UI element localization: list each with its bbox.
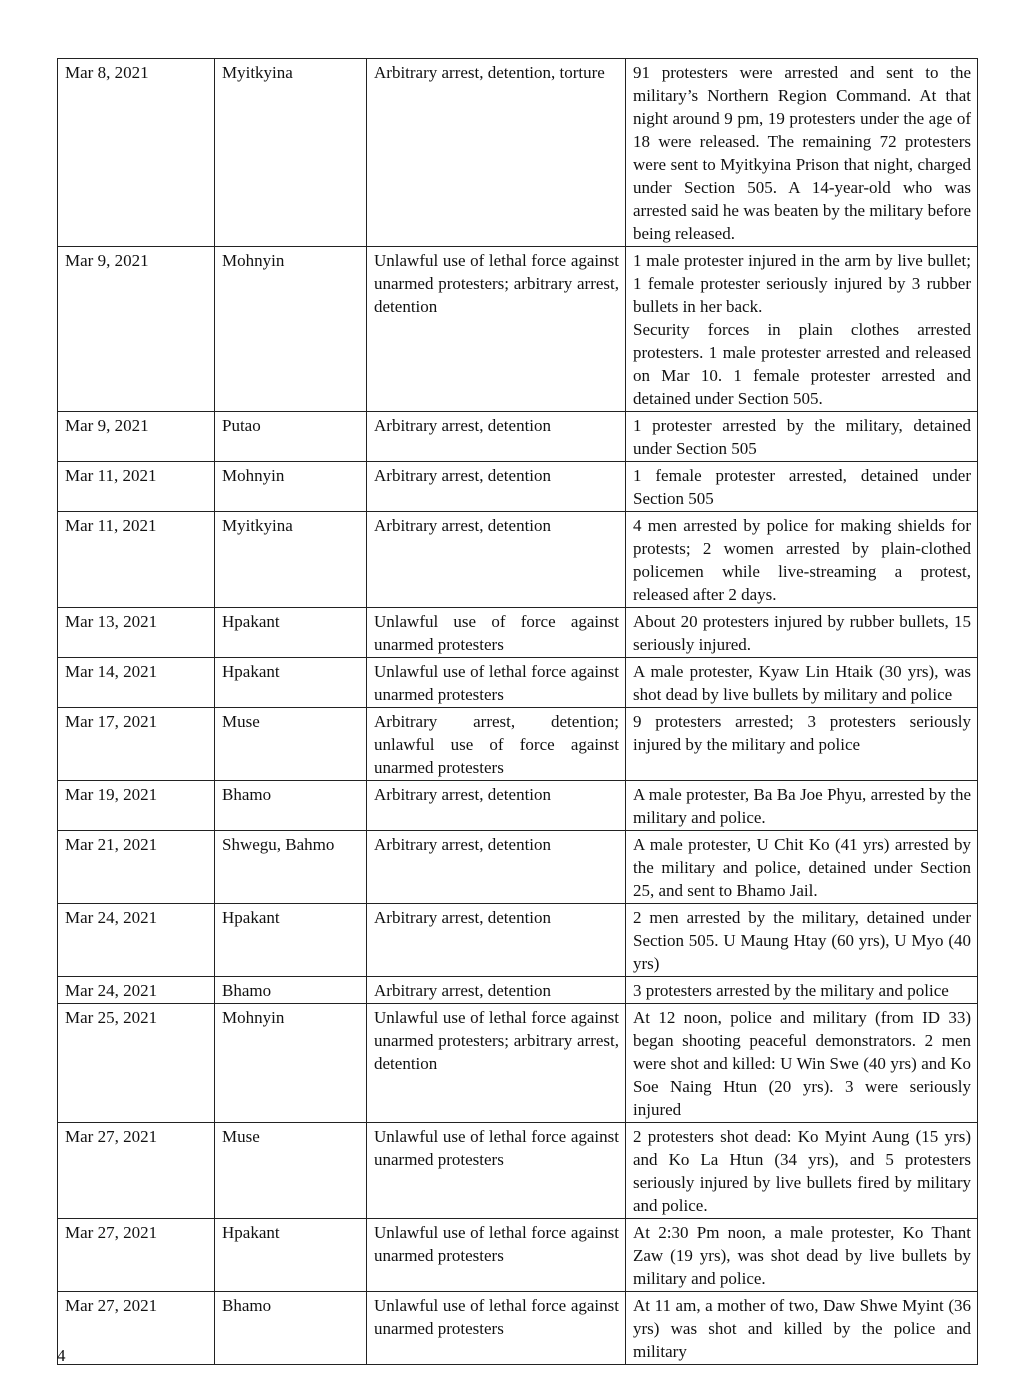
violation-cell: Unlawful use of lethal force against unarmed protesters xyxy=(367,658,626,708)
violation-cell: Arbitrary arrest, detention xyxy=(367,512,626,608)
description-cell: 3 protesters arrested by the military and police xyxy=(626,977,978,1004)
description-cell: 2 protesters shot dead: Ko Myint Aung (15 yrs) and Ko La Htun (34 yrs), and 5 protesters seriously injured by live bullets fired by military and police. xyxy=(626,1123,978,1219)
table-row xyxy=(58,1004,978,1123)
date-cell: Mar 11, 2021 xyxy=(58,462,215,512)
table-row xyxy=(58,462,978,512)
description-cell: 91 protesters were arrested and sent to the military’s Northern Region Command. At that night around 9 pm, 19 protesters under the age of 18 were released. The remaining 72 protesters were sent to Myitkyina Prison that night, charged under Section 505. A 14-year-old who was arrested said he was beaten by the military before being released. xyxy=(626,59,978,247)
date-cell: Mar 27, 2021 xyxy=(58,1292,215,1365)
table-row xyxy=(58,708,978,781)
violation-cell: Unlawful use of force against unarmed protesters xyxy=(367,608,626,658)
violation-cell: Arbitrary arrest, detention xyxy=(367,831,626,904)
description-cell: At 12 noon, police and military (from ID 33) began shooting peaceful demonstrators. 2 men were shot and killed: U Win Swe (40 yrs) and Ko Soe Naing Htun (20 yrs). 3 were seriously injured xyxy=(626,1004,978,1123)
violation-cell: Unlawful use of lethal force against unarmed protesters xyxy=(367,1219,626,1292)
location-cell: Putao xyxy=(215,412,367,462)
violation-cell: Arbitrary arrest, detention xyxy=(367,977,626,1004)
table-row xyxy=(58,608,978,658)
table-row xyxy=(58,59,978,247)
location-cell: Mohnyin xyxy=(215,247,367,412)
description-cell: 2 men arrested by the military, detained under Section 505. U Maung Htay (60 yrs), U Myo (40 yrs) xyxy=(626,904,978,977)
location-cell: Mohnyin xyxy=(215,462,367,512)
date-cell: Mar 19, 2021 xyxy=(58,781,215,831)
date-cell: Mar 25, 2021 xyxy=(58,1004,215,1123)
table-row xyxy=(58,247,978,412)
date-cell: Mar 14, 2021 xyxy=(58,658,215,708)
description-cell: At 2:30 Pm noon, a male protester, Ko Thant Zaw (19 yrs), was shot dead by live bullets by military and police. xyxy=(626,1219,978,1292)
location-cell: Muse xyxy=(215,708,367,781)
table-row xyxy=(58,1123,978,1219)
table-row xyxy=(58,904,978,977)
violation-cell: Arbitrary arrest, detention xyxy=(367,462,626,512)
location-cell: Myitkyina xyxy=(215,512,367,608)
violation-cell: Unlawful use of lethal force against unarmed protesters xyxy=(367,1292,626,1365)
date-cell: Mar 27, 2021 xyxy=(58,1123,215,1219)
violation-cell: Arbitrary arrest, detention xyxy=(367,904,626,977)
description-cell: 4 men arrested by police for making shields for protests; 2 women arrested by plain-clothed policemen while live-streaming a protest, released after 2 days. xyxy=(626,512,978,608)
table-row xyxy=(58,781,978,831)
date-cell: Mar 24, 2021 xyxy=(58,977,215,1004)
violation-cell: Arbitrary arrest, detention; unlawful use of force against unarmed protesters xyxy=(367,708,626,781)
date-cell: Mar 11, 2021 xyxy=(58,512,215,608)
description-cell: 1 male protester injured in the arm by live bullet; 1 female protester seriously injured by 3 rubber bullets in her back. Security forces in plain clothes arrested protesters. 1 male protester arrested and released on Mar 10. 1 female protester arrested and detained under Section 505. xyxy=(626,247,978,412)
location-cell: Bhamo xyxy=(215,1292,367,1365)
description-cell: 1 protester arrested by the military, detained under Section 505 xyxy=(626,412,978,462)
description-cell: A male protester, Kyaw Lin Htaik (30 yrs), was shot dead by live bullets by military and police xyxy=(626,658,978,708)
location-cell: Hpakant xyxy=(215,904,367,977)
violation-cell: Arbitrary arrest, detention xyxy=(367,781,626,831)
description-cell: 9 protesters arrested; 3 protesters seriously injured by the military and police xyxy=(626,708,978,781)
violation-cell: Unlawful use of lethal force against unarmed protesters; arbitrary arrest, detention xyxy=(367,247,626,412)
location-cell: Hpakant xyxy=(215,608,367,658)
location-cell: Bhamo xyxy=(215,977,367,1004)
date-cell: Mar 13, 2021 xyxy=(58,608,215,658)
violation-cell: Arbitrary arrest, detention xyxy=(367,412,626,462)
violation-cell: Arbitrary arrest, detention, torture xyxy=(367,59,626,247)
location-cell: Muse xyxy=(215,1123,367,1219)
description-cell: At 11 am, a mother of two, Daw Shwe Myint (36 yrs) was shot and killed by the police and military xyxy=(626,1292,978,1365)
date-cell: Mar 21, 2021 xyxy=(58,831,215,904)
location-cell: Hpakant xyxy=(215,658,367,708)
date-cell: Mar 24, 2021 xyxy=(58,904,215,977)
date-cell: Mar 9, 2021 xyxy=(58,247,215,412)
incident-table-body xyxy=(58,59,978,1365)
description-cell: A male protester, U Chit Ko (41 yrs) arrested by the military and police, detained under Section 25, and sent to Bhamo Jail. xyxy=(626,831,978,904)
location-cell: Myitkyina xyxy=(215,59,367,247)
date-cell: Mar 17, 2021 xyxy=(58,708,215,781)
incident-table xyxy=(57,58,978,1365)
description-cell: About 20 protesters injured by rubber bullets, 15 seriously injured. xyxy=(626,608,978,658)
table-row xyxy=(58,831,978,904)
location-cell: Shwegu, Bahmo xyxy=(215,831,367,904)
table-row xyxy=(58,1292,978,1365)
table-row xyxy=(58,977,978,1004)
date-cell: Mar 9, 2021 xyxy=(58,412,215,462)
table-row xyxy=(58,512,978,608)
date-cell: Mar 27, 2021 xyxy=(58,1219,215,1292)
location-cell: Bhamo xyxy=(215,781,367,831)
table-row xyxy=(58,658,978,708)
table-row xyxy=(58,412,978,462)
violation-cell: Unlawful use of lethal force against unarmed protesters; arbitrary arrest, detention xyxy=(367,1004,626,1123)
table-row xyxy=(58,1219,978,1292)
date-cell: Mar 8, 2021 xyxy=(58,59,215,247)
page-number: 4 xyxy=(57,1346,66,1365)
description-cell: 1 female protester arrested, detained under Section 505 xyxy=(626,462,978,512)
location-cell: Hpakant xyxy=(215,1219,367,1292)
location-cell: Mohnyin xyxy=(215,1004,367,1123)
description-cell: A male protester, Ba Ba Joe Phyu, arrested by the military and police. xyxy=(626,781,978,831)
violation-cell: Unlawful use of lethal force against unarmed protesters xyxy=(367,1123,626,1219)
